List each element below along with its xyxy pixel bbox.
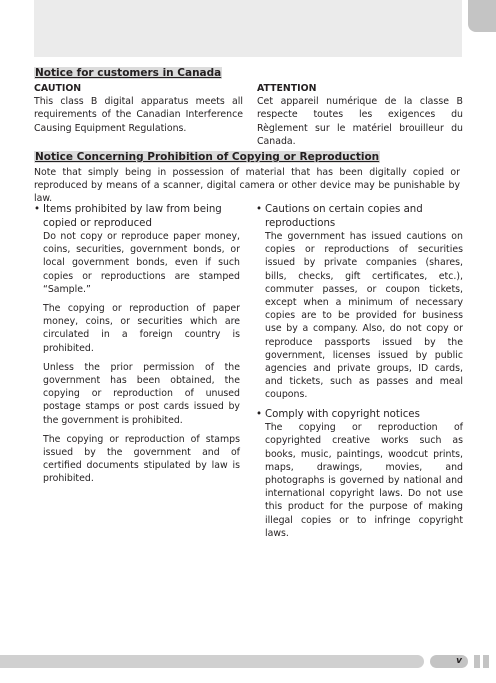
attention-heading: ATTENTION (257, 83, 317, 94)
cautions-text: The government has issued cautions on copies or reproductions of securities issued by private companies (shares, bills, checks, gift certificates, etc.), commuter passes, or coupon tickets, except when a minimum of necessary copies are to be provided for business use by a company. Also, do not copy or reproduce passports issued by the government, licenses issued by public agencies and private groups, ID cards, and tickets, such as passes and meal coupons. (265, 231, 463, 401)
prohibition-intro: Note that simply being in possession of material that has been digitally copied or reproduced by means of a scanner, digital camera or other device may be punishable by law. (34, 167, 460, 205)
page-number: v (430, 655, 468, 668)
prohibited-paragraph: The copying or reproduction of stamps issued by the government and of certified documents stipulated by law is prohibited. (43, 433, 240, 485)
footer-band (0, 655, 424, 668)
prohibition-notice-title: Notice Concerning Prohibition of Copying or Reproduction (35, 151, 380, 163)
footer-bar (483, 655, 489, 668)
bullet-copyright: • Comply with copyright notices (256, 408, 463, 422)
copyright-text: The copying or reproduction of copyrighted creative works such as books, music, paintings, woodcut prints, maps, drawings, movies, and photographs is governed by national and international copyright laws. Do not use this product for the purpose of making illegal copies or to infringe copyright laws. (265, 422, 463, 539)
prohibited-paragraph: The copying or reproduction of paper money, coins, or securities which are circulated in a foreign country is prohibited. (43, 303, 240, 354)
bullet-prohibited-items: • Items prohibited by law from being copied or reproduced (34, 203, 240, 230)
prohibited-paragraph: Unless the prior permission of the government has been obtained, the copying or reproduction of unused postage stamps or post cards issued by the government is prohibited. (43, 361, 240, 426)
canada-notice-title: Notice for customers in Canada (35, 67, 222, 79)
attention-column (257, 82, 463, 148)
header-band (34, 0, 462, 57)
prohibited-paragraph: Do not copy or reproduce paper money, coins, securities, government bonds, or local government bonds, even if such copies or reproductions are stamped “Sample.” (43, 231, 240, 295)
caution-heading: CAUTION (34, 83, 82, 94)
section-tab (468, 0, 496, 32)
footer-bar (474, 655, 480, 668)
caution-column (34, 82, 243, 135)
attention-text: Cet appareil numérique de la classe B respecte toutes les exigences du Règlement sur le matériel brouilleur du Canada. (257, 96, 463, 147)
right-column (256, 203, 463, 546)
caution-text: This class B digital apparatus meets all requirements of the Canadian Interference Causing Equipment Regulations. (34, 96, 243, 134)
left-column (34, 203, 240, 492)
bullet-cautions: • Cautions on certain copies and reproductions (256, 203, 463, 230)
